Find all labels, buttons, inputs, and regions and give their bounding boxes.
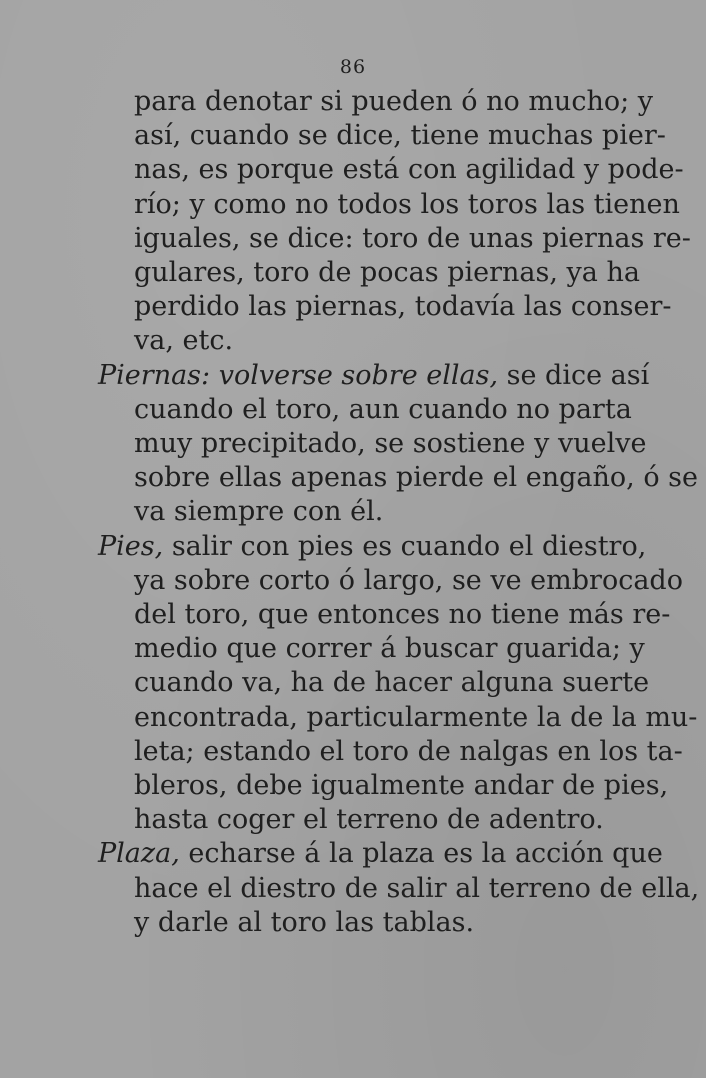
entry-term: Pies, xyxy=(98,530,164,562)
text-line xyxy=(98,495,668,529)
line-text: se dice así xyxy=(498,359,650,391)
text-line xyxy=(98,803,668,837)
page-number: 86 xyxy=(339,56,367,78)
line-text: gulares, toro de pocas piernas, ya ha xyxy=(134,257,640,289)
text-line xyxy=(98,222,691,256)
line-text: así, cuando se dice, tiene muchas pier- xyxy=(134,120,666,152)
line-text: ya sobre corto ó largo, se ve embrocado xyxy=(134,564,683,596)
line-text: del toro, que entonces no tiene más re- xyxy=(134,599,671,631)
line-text: río; y como no todos los toros las tienen xyxy=(134,188,680,220)
text-line xyxy=(98,906,668,940)
text-line xyxy=(98,290,672,324)
line-text: nas, es porque está con agilidad y pode- xyxy=(134,154,684,186)
line-text: para denotar si pueden ó no mucho; y xyxy=(134,86,654,117)
text-line xyxy=(98,119,668,153)
line-text: y darle al toro las tablas. xyxy=(134,906,475,938)
text-line xyxy=(98,427,668,461)
text-line xyxy=(98,769,668,803)
text-line xyxy=(98,837,668,871)
text-line xyxy=(98,256,668,290)
text-line xyxy=(98,564,683,598)
entry-term: Plaza, xyxy=(98,838,180,870)
text-line xyxy=(98,359,668,393)
text-line xyxy=(98,393,668,427)
text-line xyxy=(98,461,699,495)
entry-term: Piernas: volverse sobre ellas, xyxy=(98,359,499,391)
line-text: salir con pies es cuando el diestro, xyxy=(163,530,647,562)
line-text: muy precipitado, se sostiene y vuelve xyxy=(134,428,647,460)
line-text: hasta coger el terreno de adentro. xyxy=(134,804,604,836)
body-text xyxy=(98,85,700,940)
line-text: echarse á la plaza es la acción que xyxy=(179,838,663,870)
text-line xyxy=(98,324,668,358)
text-line xyxy=(98,598,671,632)
line-text: sobre ellas apenas pierde el engaño, ó se xyxy=(134,462,699,494)
text-line xyxy=(98,666,668,700)
line-text: medio que correr á buscar guarida; y xyxy=(134,633,645,665)
line-text: iguales, se dice: toro de unas piernas re- xyxy=(134,222,691,254)
line-text: va siempre con él. xyxy=(134,496,384,528)
line-text: va, etc. xyxy=(134,325,234,357)
text-line xyxy=(98,530,668,564)
line-text: bleros, debe igualmente andar de pies, xyxy=(134,770,669,802)
text-line xyxy=(98,188,680,222)
text-line xyxy=(98,701,698,735)
text-line xyxy=(98,872,700,906)
line-text: encontrada, particularmente la de la mu- xyxy=(134,701,698,733)
line-text: perdido las piernas, todavía las conser- xyxy=(134,291,672,323)
line-text: cuando el toro, aun cuando no parta xyxy=(134,393,632,425)
text-line xyxy=(98,632,668,666)
text-line xyxy=(98,85,668,119)
line-text: hace el diestro de salir al terreno de ella, xyxy=(134,872,700,904)
line-text: cuando va, ha de hacer alguna suerte xyxy=(134,667,650,699)
text-line xyxy=(98,153,684,187)
line-text: leta; estando el toro de nalgas en los ta- xyxy=(134,735,683,767)
text-line xyxy=(98,735,683,769)
